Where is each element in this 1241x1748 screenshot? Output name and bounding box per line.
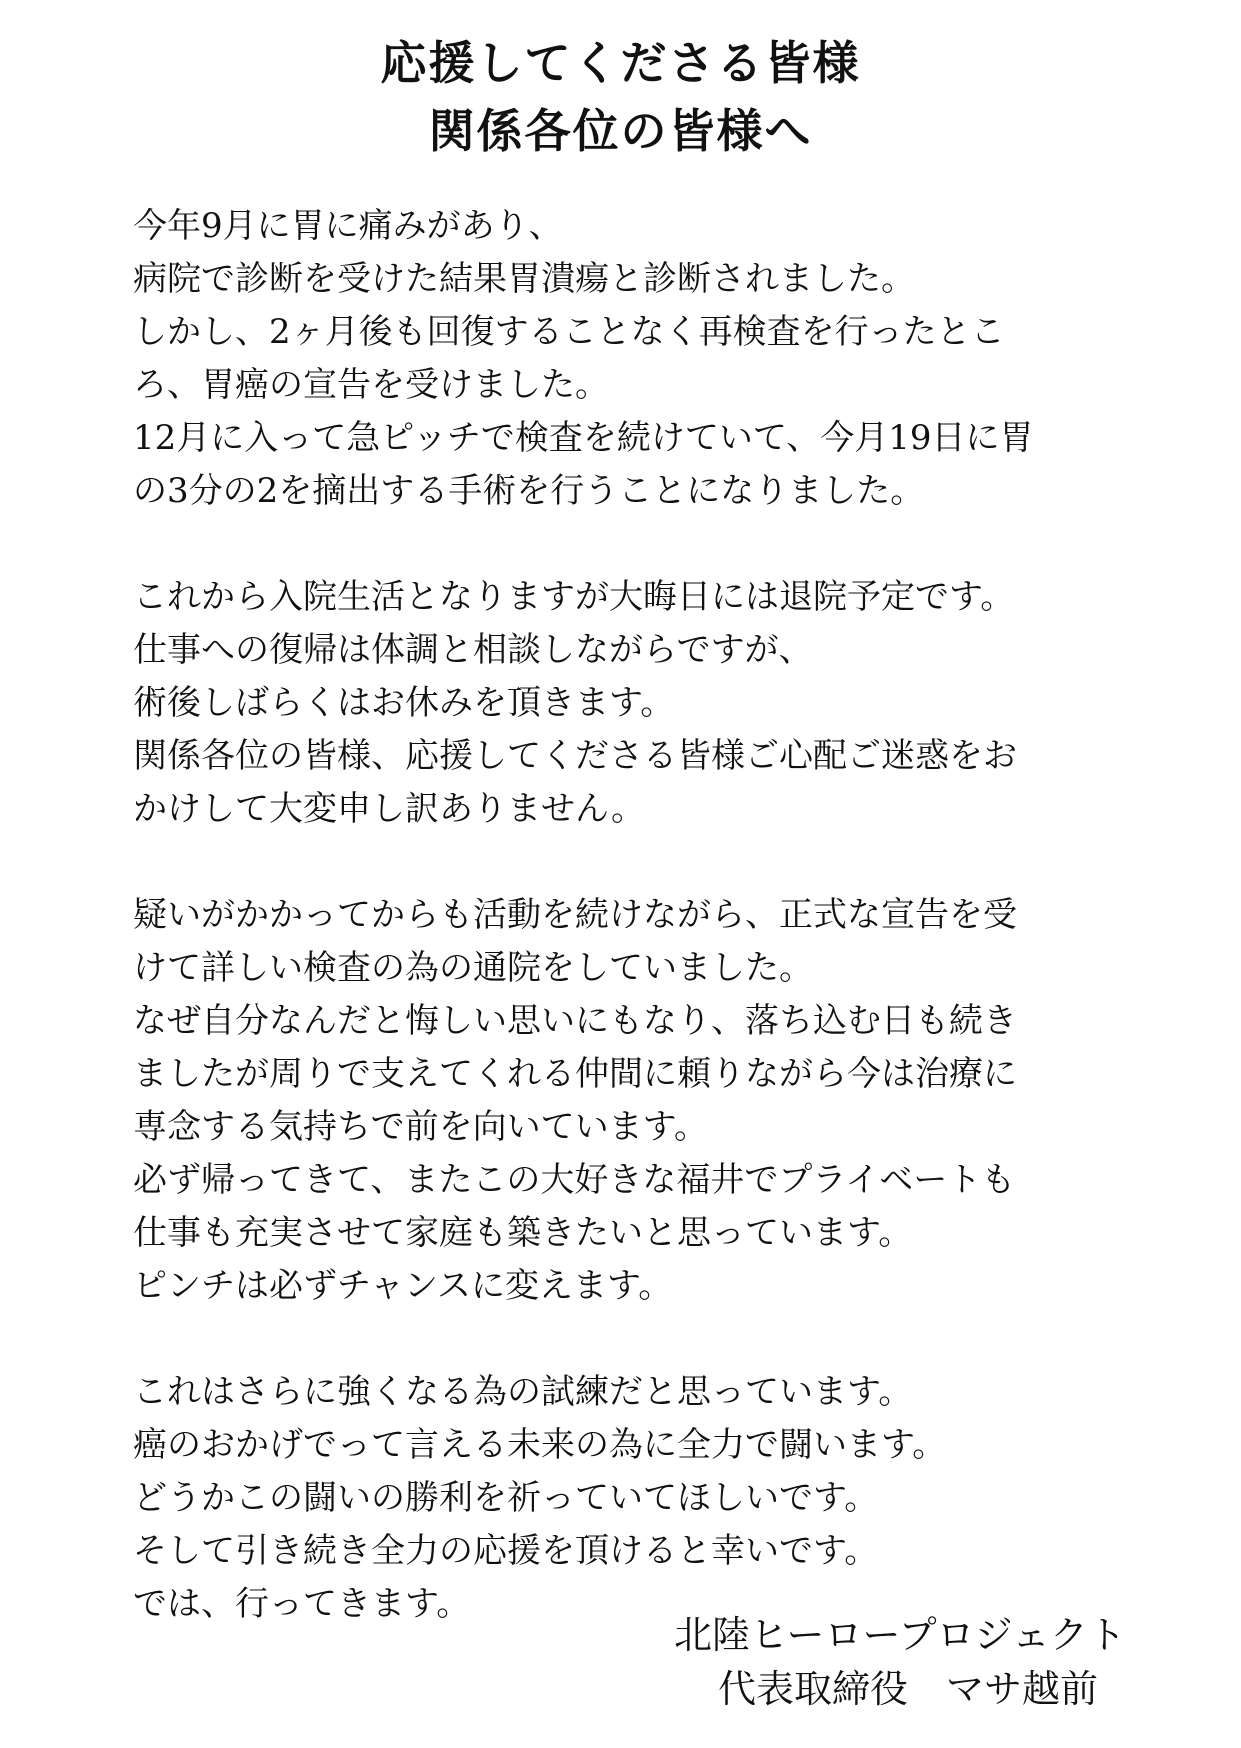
text-line: 疑いがかかってからも活動を続けながら、正式な宣告を受: [133, 895, 1017, 935]
text-line: これから入院生活となりますが大晦日には退院予定です。: [133, 577, 1015, 617]
title-line-2: 関係各位の皆様へ: [428, 104, 813, 158]
text-line: どうかこの闘いの勝利を祈っていてほしいです。: [133, 1478, 879, 1518]
text-line: 今年9月に胃に痛みがあり、: [133, 206, 563, 246]
text-line: ピンチは必ずチャンスに変えます。: [133, 1266, 673, 1306]
paragraph-4: [133, 1366, 1173, 1631]
text-line: 仕事への復帰は体調と相談しながらですが、: [133, 630, 813, 670]
text-line: 仕事も充実させて家庭も築きたいと思っています。: [133, 1213, 913, 1253]
signature-organization: 北陸ヒーロープロジェクト: [674, 1613, 1126, 1657]
paragraph-gap: [133, 836, 1173, 889]
text-line: しかし、2ヶ月後も回復することなく再検査を行ったとこ: [133, 312, 1005, 352]
text-line: ろ、胃癌の宣告を受けました。: [133, 365, 609, 405]
text-line: 必ず帰ってきて、またこの大好きな福井でプライベートも: [133, 1160, 1016, 1200]
text-line: の3分の2を摘出する手術を行うことになりました。: [133, 471, 925, 511]
text-line: なぜ自分なんだと悔しい思いにもなり、落ち込む日も続き: [133, 1001, 1017, 1041]
paragraph-3: [133, 889, 1173, 1313]
letter-body: [133, 200, 1173, 1631]
text-line: そして引き続き全力の応援を頂けると幸いです。: [133, 1531, 879, 1571]
paragraph-gap: [133, 1313, 1173, 1366]
text-line: けて詳しい検査の為の通院をしていました。: [133, 948, 813, 988]
paragraph-gap: [133, 518, 1173, 571]
text-line: 術後しばらくはお休みを頂きます。: [133, 683, 675, 723]
signature-name: 代表取締役 マサ越前: [718, 1667, 1099, 1711]
text-line: では、行ってきます。: [133, 1584, 471, 1624]
text-line: 癌のおかげでって言える未来の為に全力で闘います。: [133, 1425, 947, 1465]
paragraph-1: [133, 200, 1173, 518]
text-line: 関係各位の皆様、応援してくださる皆様ご心配ご迷惑をお: [133, 736, 1017, 776]
text-line: 専念する気持ちで前を向いています。: [133, 1107, 708, 1147]
paragraph-2: [133, 571, 1173, 836]
text-line: 病院で診断を受けた結果胃潰瘍と診断されました。: [133, 259, 915, 299]
text-line: かけして大変申し訳ありません。: [133, 789, 646, 829]
text-line: ましたが周りで支えてくれる仲間に頼りながら今は治療に: [133, 1054, 1017, 1094]
text-line: 12月に入って急ピッチで検査を続けていて、今月19日に胃: [133, 418, 1034, 458]
title-line-1: 応援してくださる皆様: [380, 36, 861, 90]
text-line: これはさらに強くなる為の試練だと思っています。: [133, 1372, 913, 1412]
